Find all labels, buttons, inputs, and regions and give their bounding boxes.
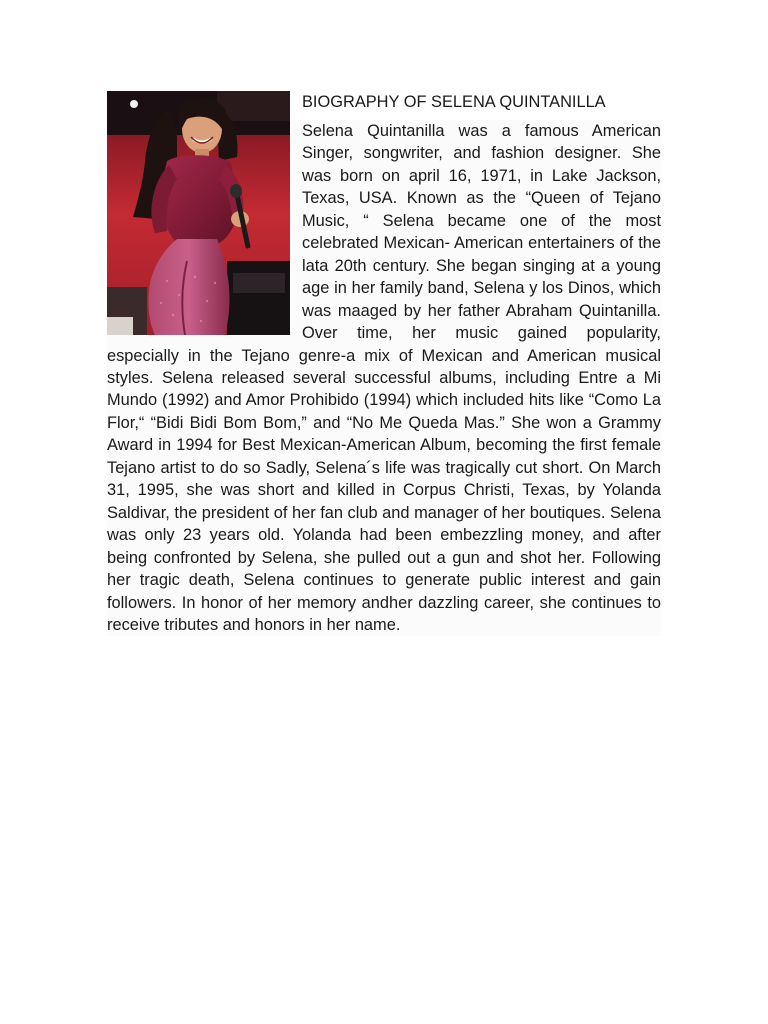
document-body: Selena Quintanilla was a famous American Singer, songwriter, and fashion designer. She was born on april 16, 1971, in Lake Jackson, Texas, USA. Known as the “Queen of Tejano Music, “ Selena became one of the most celebrated Mexican- American entertainers of the lata 20th century. She began singing at a young age in her family band, Selena y los Dinos, which was maaged by her father Abraham Quintanilla. Over time, her music gained popularity, especially in the Tejano genre-a mix of Mexican and American musical styles. Selena released several successful albums, including Entre a Mi Mundo (1992) and Amor Prohibido (1994) which included hits like “Como La Flor,“ “Bidi Bidi Bom Bom,” and “No Me Queda Mas.” She won a Grammy Award in 1994 for Best Mexican-American Album, becoming the first female Tejano artist to do so Sadly, Selena´s life was tragically cut short. On March 31, 1995, she was short and killed in Corpus Christi, Texas, by Yolanda Saldivar, the president of her fan club and manager of her boutiques. Selena was only 23 years old. Yolanda had been embezzling money, and after being confronted by Selena, she pulled out a gun and shot her. Following her tragic death, Selena continues to generate public interest and gain followers. In honor of her memory andher dazzling career, she continues to receive tributes and honors in her name. [107, 120, 661, 636]
document-title: BIOGRAPHY OF SELENA QUINTANILLA [302, 93, 606, 111]
portrait-photo [107, 91, 290, 335]
portrait-photo-icon [107, 91, 290, 335]
document-content [107, 91, 661, 636]
